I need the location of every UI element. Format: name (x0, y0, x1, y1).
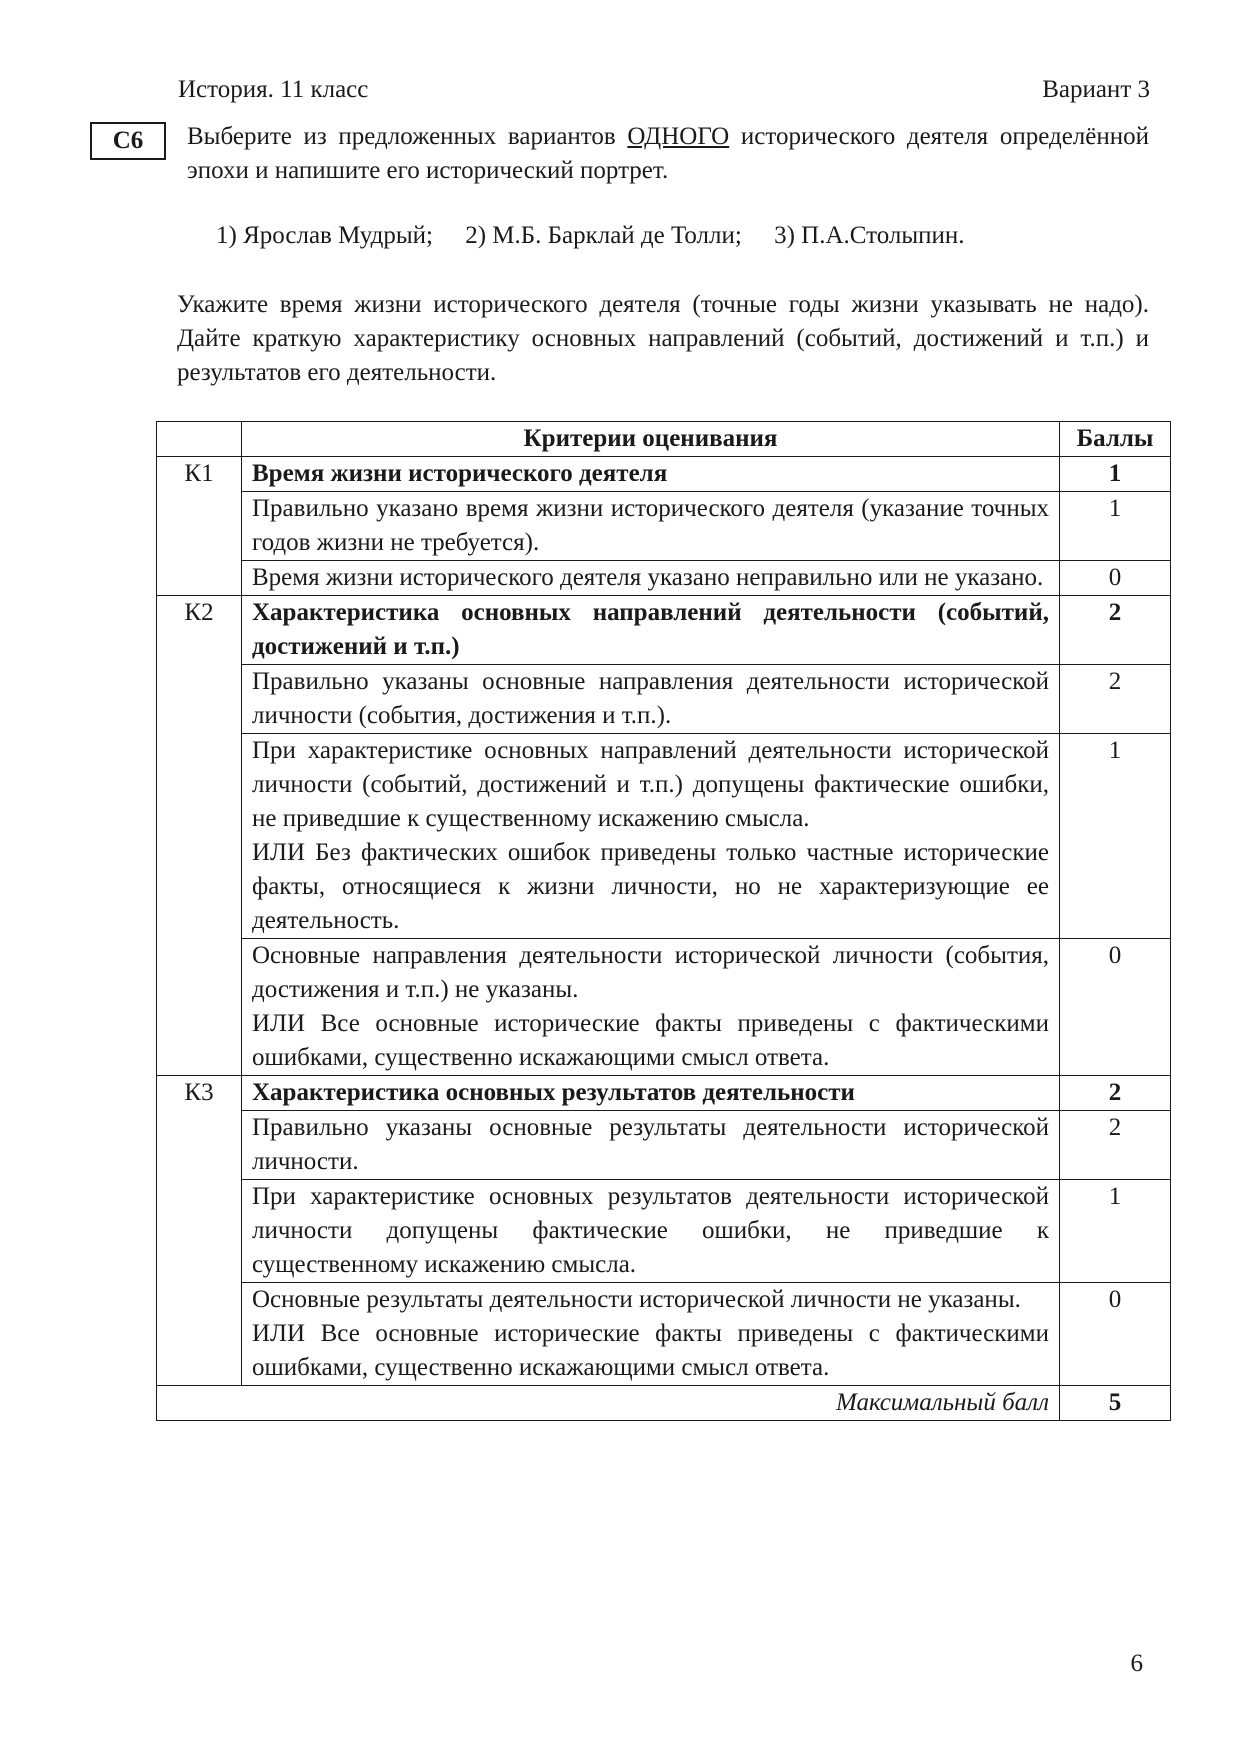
criterion-code-k3: К3 (157, 1076, 242, 1386)
criterion-points: 1 (1060, 1180, 1171, 1283)
task-instruction: Укажите время жизни исторического деятеля (точные годы жизни указывать не надо). Дайте краткую характеристику основных направлений (событий, достижений и т.п.) и результатов его деятельности. (177, 291, 1149, 386)
criterion-text-alt: ИЛИ Без фактических ошибок приведены только частные исторические факты, относящиеся к жизни личности, но не характеризующие ее деятельность. (252, 839, 1049, 934)
criterion-points: 2 (1060, 665, 1171, 734)
table-row (157, 1283, 1171, 1386)
header-points-cell: Баллы (1060, 422, 1171, 457)
table-row (157, 1111, 1171, 1180)
criterion-points: 0 (1060, 939, 1171, 1076)
criterion-code-k2: К2 (157, 596, 242, 1076)
table-row (157, 665, 1171, 734)
task-text-before: Выберите из предложенных вариантов (187, 123, 628, 150)
criterion-title-k2: Характеристика основных направлений деятельности (событий, достижений и т.п.) (242, 596, 1060, 665)
table-row (157, 1076, 1171, 1111)
task-statement (187, 120, 1149, 188)
criterion-text (242, 1283, 1060, 1386)
criterion-max-k2: 2 (1060, 596, 1171, 665)
task-number-box: С6 (90, 122, 166, 160)
subject-header: История. 11 класс (178, 76, 369, 103)
table-row (157, 596, 1171, 665)
variant-header: Вариант 3 (1042, 76, 1150, 103)
criterion-text-alt: ИЛИ Все основные исторические факты приведены с фактическими ошибками, существенно искажающими смысл ответа. (252, 1010, 1049, 1071)
header-criteria-cell: Критерии оценивания (242, 422, 1060, 457)
table-header-row (157, 422, 1171, 457)
criterion-text: При характеристике основных результатов деятельности исторической личности допущены фактические ошибки, не приведшие к существенному искажению смысла. (242, 1180, 1060, 1283)
criterion-code-k1: К1 (157, 457, 242, 596)
criterion-title-k1: Время жизни исторического деятеля (242, 457, 1060, 492)
page-number: 6 (1130, 1650, 1143, 1677)
criterion-points: 0 (1060, 561, 1171, 596)
criterion-points: 0 (1060, 1283, 1171, 1386)
total-label: Максимальный балл (157, 1386, 1060, 1421)
criterion-title-k3: Характеристика основных результатов деятельности (242, 1076, 1060, 1111)
criterion-text-part: Основные результаты деятельности исторической личности не указаны. (252, 1286, 1021, 1313)
table-row (157, 1180, 1171, 1283)
total-row (157, 1386, 1171, 1421)
criterion-points: 1 (1060, 734, 1171, 939)
criterion-text-part: Основные направления деятельности исторической личности (события, достижения и т.п.) не указаны. (252, 942, 1049, 1003)
table-row (157, 734, 1171, 939)
criterion-points: 1 (1060, 492, 1171, 561)
task-text-underlined: ОДНОГО (627, 123, 730, 150)
criterion-text: Правильно указаны основные направления деятельности исторической личности (события, достижения и т.п.). (242, 665, 1060, 734)
criterion-max-k1: 1 (1060, 457, 1171, 492)
table-row (157, 492, 1171, 561)
table-row (157, 561, 1171, 596)
criterion-text: Время жизни исторического деятеля указано неправильно или не указано. (242, 561, 1060, 596)
options-list (216, 222, 991, 250)
criterion-text (242, 734, 1060, 939)
criterion-text (242, 939, 1060, 1076)
header-code-cell (157, 422, 242, 457)
option-1: 1) Ярослав Мудрый; (216, 222, 433, 249)
criterion-max-k3: 2 (1060, 1076, 1171, 1111)
criteria-table (156, 421, 1171, 1421)
task-text-after: исторического деятеля определённой эпохи и напишите его исторический портрет. (187, 123, 1150, 184)
option-2: 2) М.Б. Барклай де Толли; (465, 222, 742, 249)
total-value: 5 (1060, 1386, 1171, 1421)
criterion-points: 2 (1060, 1111, 1171, 1180)
table-row (157, 939, 1171, 1076)
option-3: 3) П.А.Столыпин. (774, 222, 965, 249)
table-row (157, 457, 1171, 492)
criterion-text-part: При характеристике основных направлений деятельности исторической личности (событий, достижений и т.п.) допущены фактические ошибки, не приведшие к существенному искажению смысла. (252, 737, 1049, 832)
criterion-text-alt: ИЛИ Все основные исторические факты приведены с фактическими ошибками, существенно искажающими смысл ответа. (252, 1320, 1049, 1381)
criterion-text: Правильно указаны основные результаты деятельности исторической личности. (242, 1111, 1060, 1180)
criterion-text: Правильно указано время жизни исторического деятеля (указание точных годов жизни не требуется). (242, 492, 1060, 561)
